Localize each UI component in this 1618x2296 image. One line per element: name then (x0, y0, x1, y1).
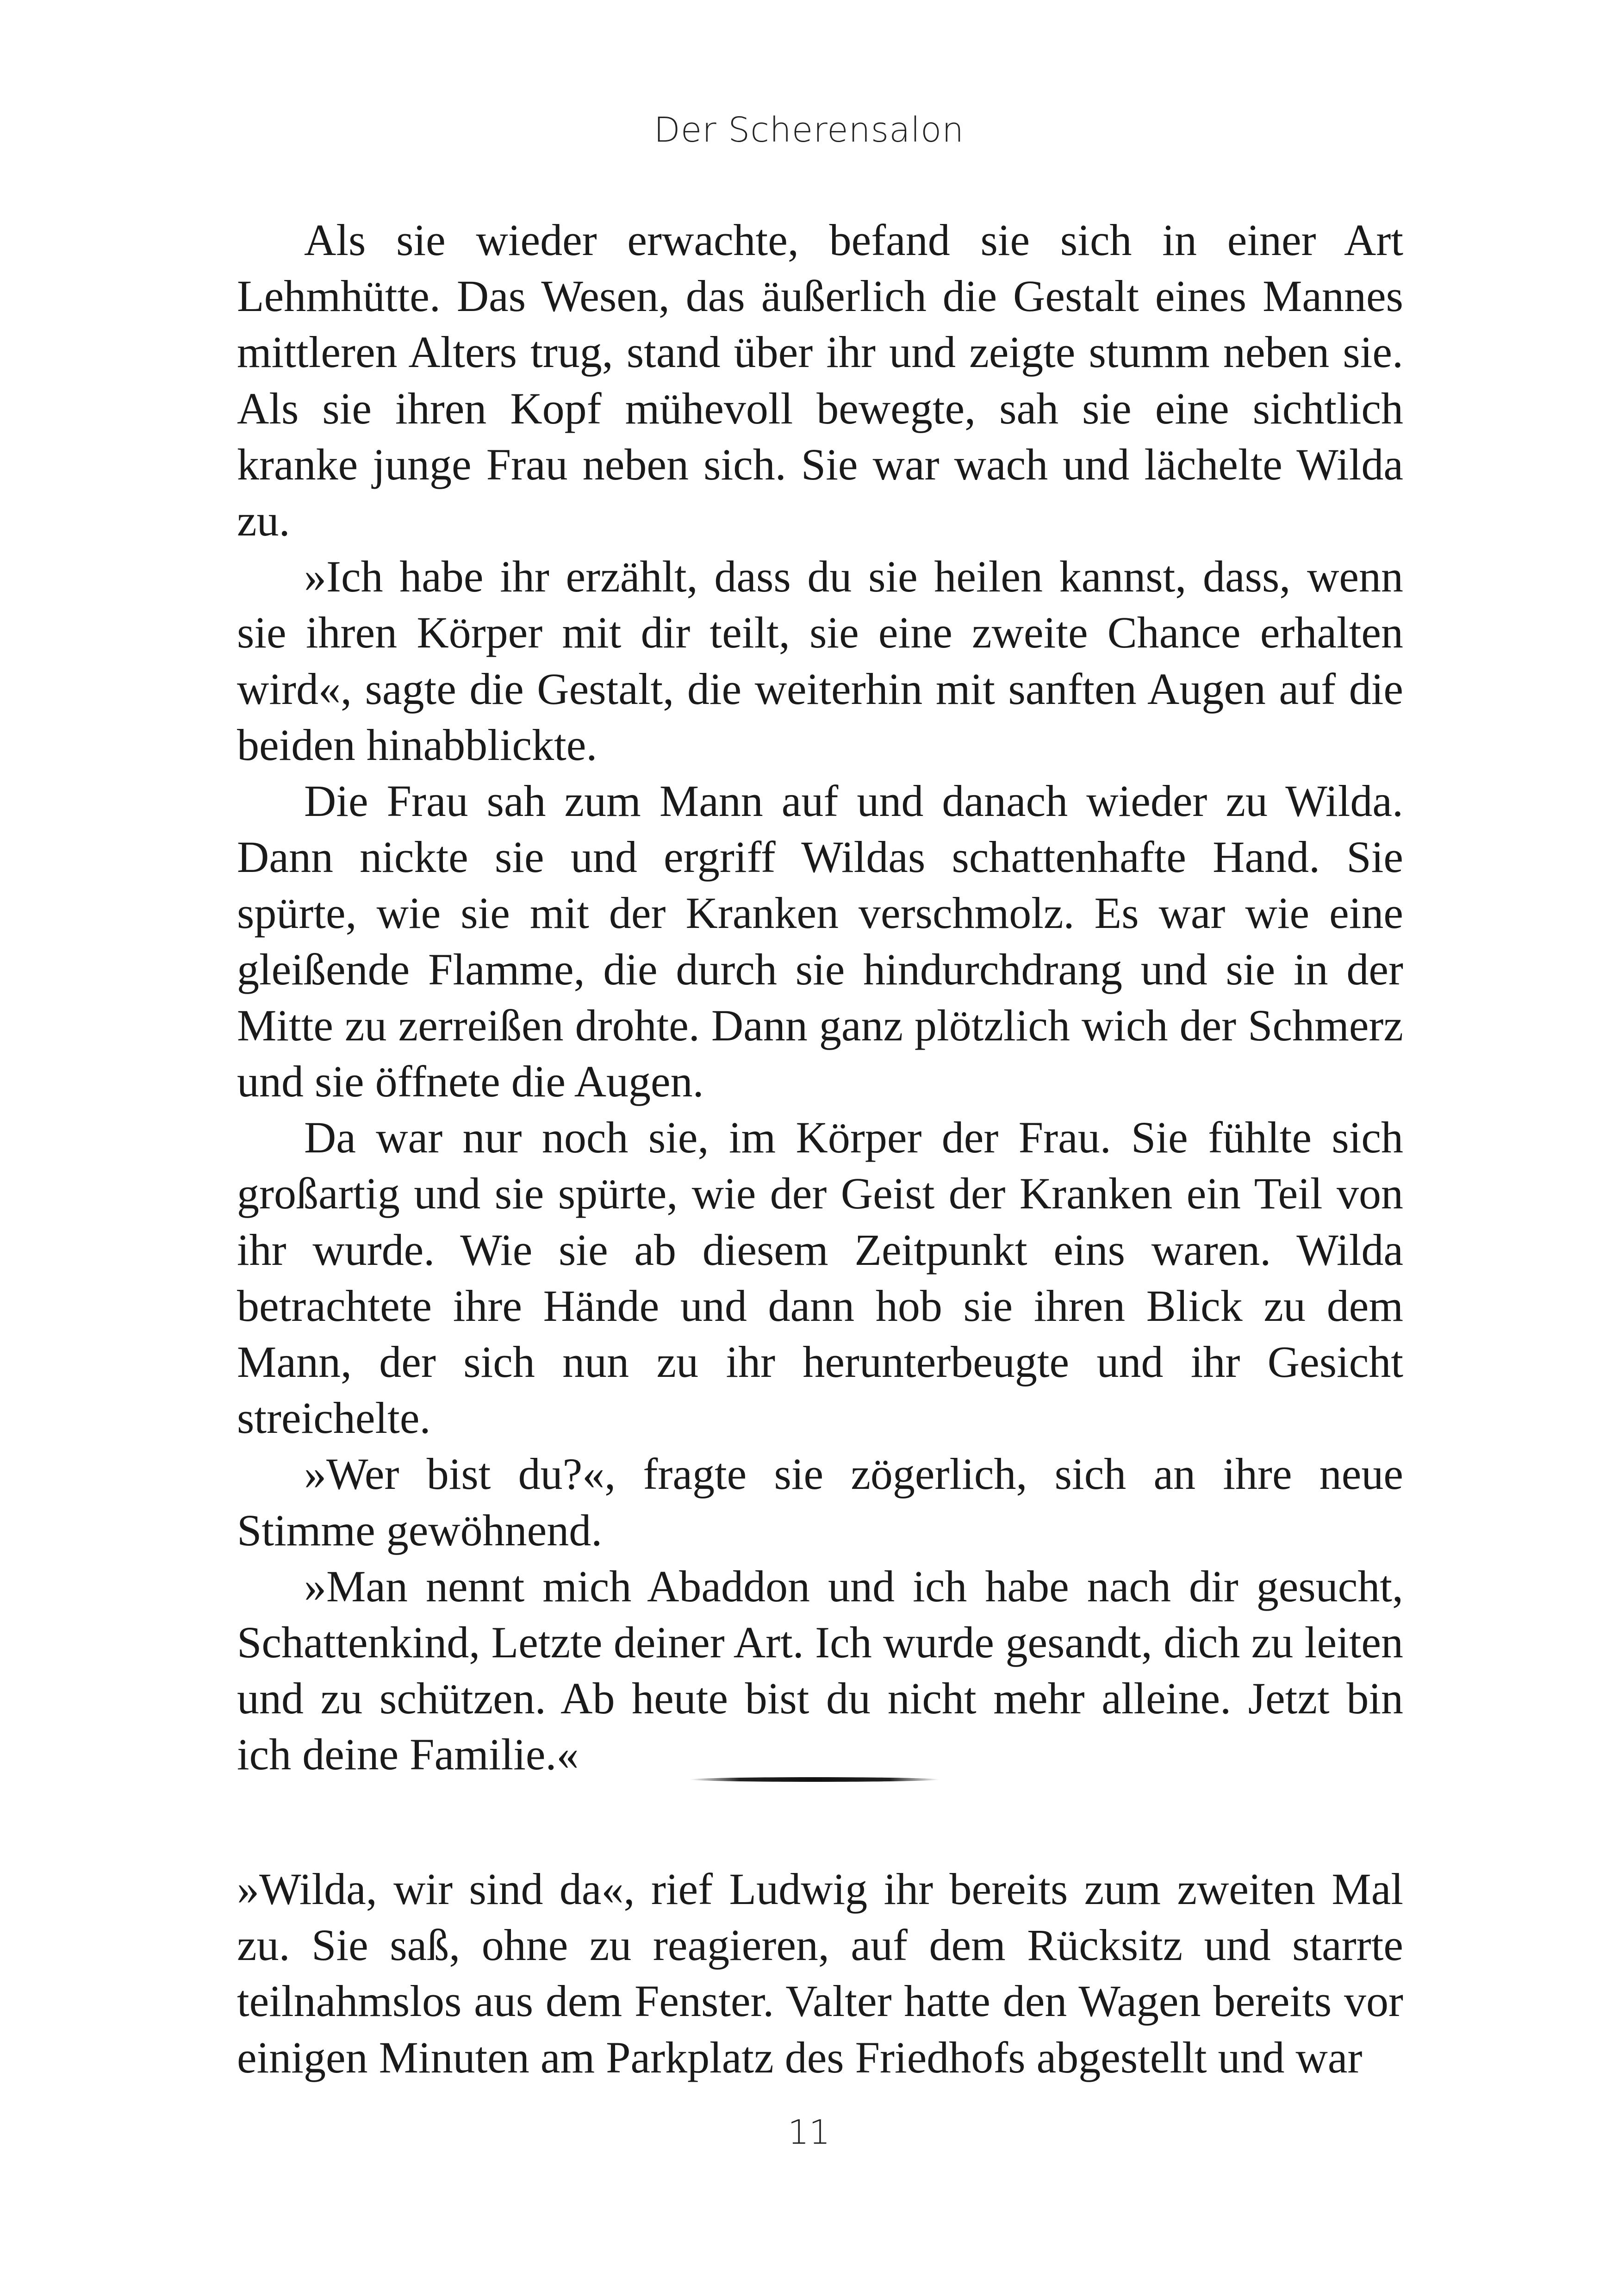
section-one-text (237, 212, 1403, 1783)
section-separator (690, 1777, 940, 1782)
paragraph: Da war nur noch sie, im Körper der Frau. Sie fühlte sich großartig und sie spürte, wie der Geist der Kranken ein Teil von ihr wurde. Wie sie ab diesem Zeitpunkt eins waren. Wilda betrachtete ihre Hände und dann hob sie ihren Blick zu dem Mann, der sich nun zu ihr herunterbeugte und ihr Gesicht streichelte. (237, 1113, 1403, 1443)
paragraph: »Wilda, wir sind da«, rief Ludwig ihr bereits zum zweiten Mal zu. Sie saß, ohne zu reagieren, auf dem Rücksitz und starrte teilnahmslos aus dem Fenster. Valter hatte den Wagen bereits vor einigen Minuten am Parkplatz des Friedhofs abgestellt und war (237, 1864, 1403, 2082)
paragraph: Die Frau sah zum Mann auf und danach wieder zu Wilda. Dann nickte sie und ergriff Wildas schattenhafte Hand. Sie spürte, wie sie mit der Kranken verschmolz. Es war wie eine gleißende Flamme, die durch sie hindurchdrang und sie in der Mitte zu zerreißen drohte. Dann ganz plötzlich wich der Schmerz und sie öffnete die Augen. (237, 776, 1403, 1107)
running-head-title: Der Scherensalon (653, 110, 965, 150)
paragraph: »Wer bist du?«, fragte sie zögerlich, sich an ihre neue Stimme gewöhnend. (237, 1449, 1403, 1555)
paragraph: Als sie wieder erwachte, befand sie sich in einer Art Lehmhütte. Das Wesen, das äußerlich die Gestalt eines Mannes mittleren Alters trug, stand über ihr und zeigte stumm neben sie. Als sie ihren Kopf mühevoll bewegte, sah sie eine sichtlich kranke junge Frau neben sich. Sie war wach und lächelte Wilda zu. (237, 215, 1403, 546)
section-two-text (237, 1861, 1403, 2085)
paragraph: »Ich habe ihr erzählt, dass du sie heilen kannst, dass, wenn sie ihren Körper mit dir teilt, sie eine zweite Chance erhalten wird«, sagte die Gestalt, die weiterhin mit sanften Augen auf die beiden hinabblickte. (237, 552, 1403, 770)
paragraph: »Man nennt mich Abaddon und ich habe nach dir gesucht, Schattenkind, Letzte deiner Art. Ich wurde gesandt, dich zu leiten und zu schützen. Ab heute bist du nicht mehr alleine. Jetzt bin ich deine Familie.« (237, 1561, 1403, 1780)
page-number: 11 (788, 2113, 830, 2152)
